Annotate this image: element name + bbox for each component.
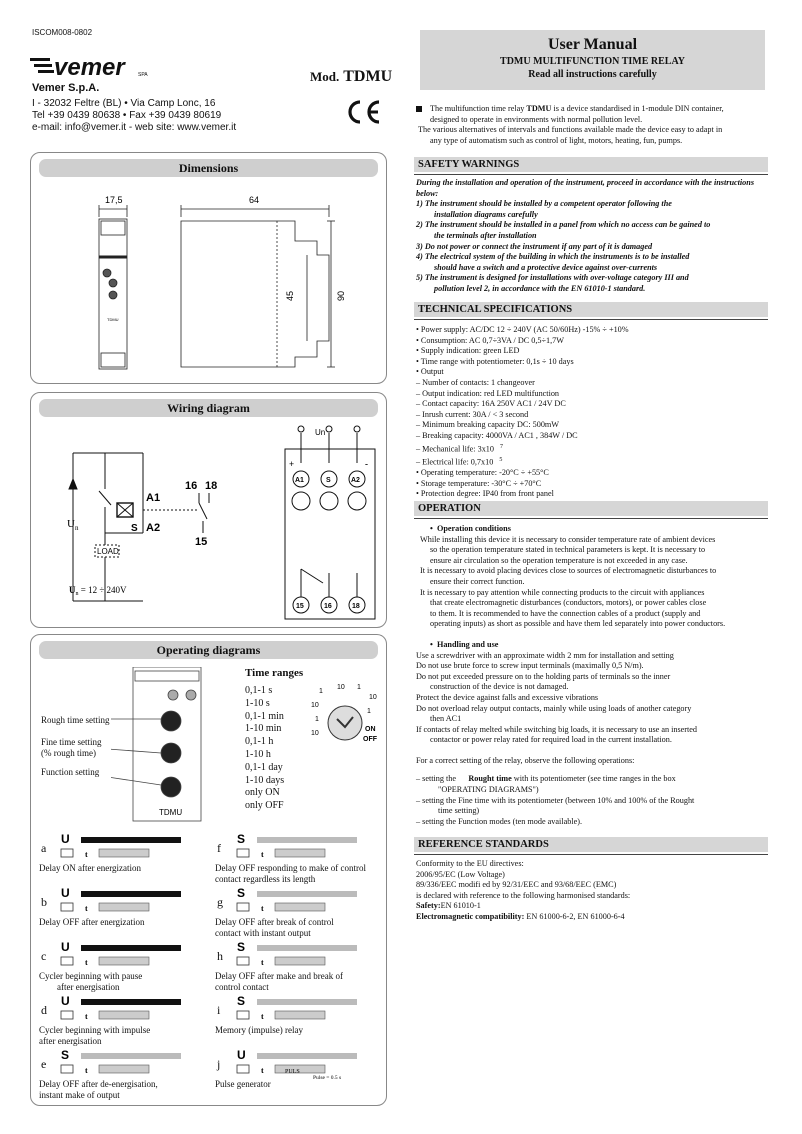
tech-item-text: – Electrical life: 0,7x10	[416, 457, 494, 467]
timing-letter: i	[217, 1003, 221, 1017]
intro-text: designed to operate in environments with normal pollution level.	[430, 114, 643, 124]
input-signal-bar	[81, 837, 181, 843]
dial-number: 10	[369, 694, 377, 701]
operation-condition-line: It is necessary to pay attention while connecting products to the circuit with appliances	[420, 587, 705, 597]
tech-heading: TECHNICAL SPECIFICATIONS	[414, 302, 768, 317]
timing-caption: Delay OFF after de-energisation, instant make of output	[39, 1079, 158, 1100]
wiring-s: S	[131, 523, 138, 534]
dim-height-inner: 45	[285, 290, 295, 301]
timing-signal: S	[237, 832, 246, 846]
handling-line: Do not overload relay output contacts, mainly while using loads of another category	[416, 703, 692, 713]
operation-condition-line: so the operation temperature stated in technical parameters is kept. It is necessary to	[430, 545, 706, 555]
setting-function: – setting the Function modes (ten mode available).	[416, 816, 582, 826]
intro-text: is a device standardised in 1-module DIN container,	[551, 104, 724, 113]
timing-diagram	[235, 1047, 365, 1079]
timing-caption: Cycler beginning with impulse after energisation	[39, 1025, 151, 1046]
handling-line: contactor or power relay rated for required load in the current installation.	[430, 735, 672, 745]
tech-item	[416, 389, 768, 400]
tech-item	[416, 346, 768, 357]
svg-text:vemer: vemer	[54, 54, 125, 80]
manual-header	[420, 30, 765, 90]
device-front-drawing	[111, 667, 221, 827]
timing-caption: Memory (impulse) relay	[215, 1025, 303, 1035]
setting-rough-cont: "OPERATING DIAGRAMS")	[438, 785, 539, 795]
timing-diagram	[235, 939, 365, 971]
output-signal-bar	[275, 1011, 325, 1019]
tech-item-text: • Storage temperature: -30°C ÷ +70°C	[416, 478, 542, 488]
model-label: Mod.	[310, 69, 340, 84]
dim-width-front: 17,5	[105, 195, 123, 205]
timing-signal: U	[61, 994, 70, 1008]
timing-t-label: t	[85, 850, 88, 859]
timing-diagram	[235, 885, 365, 917]
tech-item	[416, 357, 768, 368]
operating-diagrams-panel	[30, 634, 387, 1106]
function-setting-label: Function setting	[41, 767, 100, 777]
operation-conditions-text	[416, 535, 768, 630]
input-signal-bar	[81, 891, 181, 897]
intro-model: TDMU	[526, 104, 552, 113]
timing-diagram	[235, 993, 365, 1025]
company-address: I - 32032 Feltre (BL) • Via Camp Lonc, 16	[32, 98, 216, 109]
tech-item-text: • Power supply: AC/DC 12 ÷ 240V (AC 50/60Hz) -15% ÷ +10%	[416, 325, 629, 334]
timing-letter: c	[41, 949, 47, 963]
timing-t-label: t	[85, 1066, 88, 1075]
tech-item	[416, 431, 768, 442]
tech-item-text: – Number of contacts: 1 changeover	[416, 377, 535, 387]
tech-item	[416, 420, 768, 431]
wiring-a1: A1	[146, 492, 161, 504]
input-signal-bar	[257, 1053, 357, 1059]
input-signal-bar	[257, 945, 357, 951]
tech-exponent: 5	[499, 456, 503, 463]
output-signal-bar	[275, 903, 325, 911]
safety-item: 1) The instrument should be installed by a competent operator following the	[416, 199, 672, 209]
timing-signal: U	[237, 1048, 246, 1062]
timing-t-label: t	[261, 958, 264, 967]
reference-lines	[416, 859, 768, 901]
input-signal-bar	[81, 945, 181, 951]
safety-item: should have a switch and a protective device against over-currents	[434, 262, 658, 272]
company-phone: Tel +39 0439 80638 • Fax +39 0439 80619	[32, 110, 222, 121]
timing-t-label: t	[85, 958, 88, 967]
relay-contact-icon	[61, 849, 73, 857]
reference-emc: Electromagnetic compatibility: EN 61000-6-2, EN 61000-6-4	[416, 911, 625, 921]
output-signal-bar	[99, 903, 149, 911]
timing-signal: S	[237, 886, 246, 900]
timing-diagram	[59, 939, 189, 971]
safety-heading: SAFETY WARNINGS	[414, 157, 768, 172]
safety-item: pollution level 2, in accordance with the EN 61010-1 standard.	[434, 283, 646, 293]
dial-number: 1	[315, 716, 319, 723]
timing-t-label: t	[261, 904, 264, 913]
tech-item	[416, 336, 768, 347]
ce-mark-icon	[346, 98, 382, 126]
operation-condition-line: ensure their correct function.	[430, 576, 525, 586]
safety-item: 4) The electrical system of the building in which the instruments is to be installed	[416, 252, 690, 262]
timing-caption: Delay OFF after break of control contact with instant output	[215, 917, 334, 938]
tech-item-text: • Operating temperature: -20°C ÷ +55°C	[416, 468, 549, 478]
safety-item: 3) Do not power or connect the instrument if any part of it is damaged	[416, 241, 653, 251]
relay-contact-icon	[61, 957, 73, 965]
output-signal-bar	[275, 957, 325, 965]
reference-line: is declared with reference to the following harmonised standards:	[416, 890, 631, 900]
setting-fine-cont: time setting)	[438, 806, 480, 816]
dial-off: OFF	[363, 736, 377, 743]
fine-time-label-1: Fine time setting	[41, 737, 102, 747]
wiring-title: Wiring diagram	[39, 399, 378, 417]
timing-diagram	[59, 1047, 189, 1079]
tech-item-text: • Time range with potentiometer: 0,1s ÷ 10 days	[416, 356, 574, 366]
device-term-a1: A1	[295, 477, 304, 484]
handling-line: construction of the device is not damaged.	[430, 682, 569, 692]
time-range-item: 0,1-1 h	[245, 736, 274, 748]
dim-width-side: 64	[249, 195, 260, 205]
timing-signal: S	[237, 994, 246, 1008]
svg-text:SPA: SPA	[138, 72, 148, 78]
tech-item	[416, 489, 768, 500]
dimensions-drawing	[31, 181, 386, 381]
company-address-block	[32, 98, 236, 134]
tech-item	[416, 367, 768, 378]
tech-item	[416, 410, 768, 421]
operation-conditions-title: • Operation conditions	[430, 524, 511, 533]
dial-number: 10	[311, 730, 319, 737]
wiring-un: $U_n$	[67, 518, 79, 532]
wiring-load: LOAD	[97, 547, 119, 556]
input-signal-bar	[81, 1053, 181, 1059]
timing-t-label: t	[261, 1066, 264, 1075]
manual-title: User Manual	[547, 36, 638, 53]
relay-contact-icon	[237, 903, 249, 911]
time-ranges-title: Time ranges	[245, 667, 304, 679]
tech-item-text: • Protection degree: IP40 from front panel	[416, 489, 554, 499]
time-range-item: 1-10 min	[245, 723, 282, 735]
timing-letter: a	[41, 841, 47, 855]
dial-number: 1	[319, 688, 323, 695]
device-front-name: TDMU	[159, 808, 183, 817]
timing-letter: d	[41, 1003, 47, 1017]
timing-diagram	[59, 885, 189, 917]
operation-condition-line: operating inputs) as short as possible and have them led separately into power conductors.	[430, 619, 726, 629]
operation-condition-line: to them. It is recommended to have the connection cables of a product (supply and	[430, 608, 701, 618]
device-top-un: Un	[315, 428, 326, 437]
timing-signal: U	[61, 886, 70, 900]
relay-contact-icon	[237, 1011, 249, 1019]
handling-line: If contacts of relay melted while switching big loads, it is necessary to use an inserted	[416, 724, 698, 734]
timing-diagram	[235, 831, 365, 863]
operation-heading: OPERATION	[414, 501, 768, 516]
dial-number: 10	[337, 684, 345, 691]
pulse-note: Pulse = 0,5 s	[313, 1075, 342, 1079]
time-range-item: only ON	[245, 787, 280, 799]
tech-item-text: – Inrush current: 30A / < 3 second	[416, 409, 529, 419]
wiring-panel	[30, 392, 387, 628]
timing-signal: U	[61, 832, 70, 846]
tech-item	[416, 325, 768, 336]
puls-label: PULS	[285, 1069, 300, 1075]
device-plus: +	[289, 459, 295, 469]
timing-signal: U	[61, 940, 70, 954]
reference-block	[416, 859, 768, 923]
handling-line: then AC1	[430, 714, 462, 724]
dimensions-panel	[30, 152, 387, 384]
setting-fine: – setting the Fine time with its potentiometer (between 10% and 100% of the Rought	[416, 795, 695, 805]
reference-safety: Safety:EN 61010-1	[416, 901, 481, 911]
relay-contact-icon	[237, 849, 249, 857]
relay-contact-icon	[61, 903, 73, 911]
timing-caption: Delay OFF responding to make of control contact regardless its length	[215, 863, 366, 884]
output-signal-bar	[99, 957, 149, 965]
timing-diagram	[59, 993, 189, 1025]
safety-block	[416, 178, 768, 295]
dial-on: ON	[365, 726, 376, 733]
timing-letter: h	[217, 949, 223, 963]
operation-block	[416, 524, 768, 827]
timing-letter: b	[41, 895, 47, 909]
input-signal-bar	[81, 999, 181, 1005]
time-range-item: 0,1-1 min	[245, 710, 284, 722]
time-range-item: 1-10 h	[245, 749, 271, 760]
rough-time-label: Rough time setting	[41, 715, 110, 725]
handling-title: • Handling and use	[430, 639, 499, 649]
time-range-item: 0,1-1 day	[245, 761, 283, 773]
dial-number: 1	[367, 708, 371, 715]
input-signal-bar	[257, 891, 357, 897]
handling-line: Do not put exceeded pressure on to the holding parts of terminals so the inner	[416, 671, 671, 681]
manual-note: Read all instructions carefully	[528, 69, 657, 80]
model-value: TDMU	[343, 68, 393, 85]
relay-contact-icon	[237, 1065, 249, 1073]
tech-item	[416, 378, 768, 389]
timing-signal: S	[61, 1048, 70, 1062]
timing-diagram	[59, 831, 189, 863]
tech-item-text: – Breaking capacity: 4000VA / AC1 , 384W / DC	[416, 430, 578, 440]
wiring-a2: A2	[146, 522, 161, 534]
device-minus: -	[365, 459, 368, 469]
operation-condition-line: that create electromagnetic disturbances (conductors, motors), or power cables close	[430, 598, 707, 608]
reference-heading: REFERENCE STANDARDS	[414, 837, 768, 852]
time-range-item: 1-10 s	[245, 697, 270, 709]
time-range-item: only OFF	[245, 800, 284, 812]
timing-letter: f	[217, 841, 221, 855]
operation-condition-line: It is necessary to avoid placing devices close to sources of electromagnetic disturbances to	[420, 566, 717, 576]
input-signal-bar	[257, 999, 357, 1005]
tech-item-text: – Contact capacity: 16A 250V AC1 / 24V DC	[416, 399, 566, 409]
tech-item-text: • Supply indication: green LED	[416, 346, 520, 356]
timing-t-label: t	[85, 1012, 88, 1021]
operation-condition-line: ensure air circulation so the operation temperature is not exceeded in any case.	[430, 555, 688, 565]
output-signal-bar	[275, 1065, 325, 1073]
handling-line: Protect the device against falls and excessive vibrations	[416, 692, 599, 702]
output-signal-bar	[99, 1011, 149, 1019]
operating-diagrams-title: Operating diagrams	[39, 641, 378, 659]
device-term-18: 18	[352, 603, 360, 610]
setting-intro: For a correct setting of the relay, observe the following operations:	[416, 755, 635, 765]
reference-line: 89/336/EEC modifi ed by 92/31/EEC and 93/68/EEC (EMC)	[416, 880, 617, 890]
tech-item-text: – Minimum breaking capacity DC: 500mW	[416, 420, 560, 430]
intro-text: The multifunction time relay	[430, 104, 527, 113]
device-term-a2: A2	[351, 477, 360, 484]
tech-list	[416, 325, 768, 500]
safety-item: the terminals after installation	[434, 230, 537, 240]
operation-condition-line: While installing this device it is necessary to consider temperature rate of ambient devices	[420, 534, 716, 544]
relay-contact-icon	[237, 957, 249, 965]
dimensions-title: Dimensions	[39, 159, 378, 177]
intro-text: The various alternatives of intervals and functions available made the device easy to adapt in	[418, 125, 723, 135]
manual-subtitle: TDMU MULTIFUNCTION TIME RELAY	[500, 56, 685, 67]
safety-item: 5) The instrument is designed for installations with over-voltage category III and	[416, 273, 689, 283]
handling-line: Use a screwdriver with an approximate width 2 mm for installation and setting	[416, 650, 674, 660]
output-signal-bar	[99, 849, 149, 857]
wiring-term-16: 16	[185, 480, 198, 492]
time-range-item: 1-10 days	[245, 774, 285, 786]
timing-t-label: t	[85, 904, 88, 913]
device-term-15: 15	[296, 603, 304, 610]
tech-item	[416, 468, 768, 479]
tech-item-text: – Mechanical life: 3x10	[416, 444, 494, 454]
tech-item-text: • Consumption: AC 0,7÷3VA / DC 0,5÷1,7W	[416, 335, 564, 345]
safety-item: 2) The instrument should be installed in a panel from which no access can be gained to	[416, 220, 711, 230]
setting-rough: – setting the Rought time with its potentiometer (see time ranges in the box	[416, 774, 676, 784]
handling-text	[416, 651, 768, 746]
dim-height-total: 90	[336, 290, 346, 301]
time-range-item: 0,1-1 s	[245, 685, 273, 696]
fine-time-label-2: (% rough time)	[41, 748, 96, 758]
wiring-supply: $U_n = 12 \div 240V$	[69, 585, 127, 597]
document-code: ISCOM008-0802	[32, 28, 93, 37]
wiring-term-18: 18	[205, 480, 218, 492]
output-signal-bar	[99, 1065, 149, 1073]
timing-letter: j	[217, 1057, 221, 1071]
reference-line: 2006/95/EC (Low Voltage)	[416, 869, 505, 879]
timing-caption: Delay ON after energization	[39, 863, 142, 873]
output-signal-bar	[275, 849, 325, 857]
timing-caption: Cycler beginning with pause after energisation	[39, 971, 143, 992]
safety-lead: During the installation and operation of the instrument, proceed in accordance with the instructions below:	[416, 178, 755, 198]
dial-number: 10	[311, 702, 319, 709]
dim-front-label: TDMU	[107, 317, 119, 322]
relay-contact-icon	[61, 1065, 73, 1073]
wiring-term-15: 15	[195, 536, 208, 548]
intro-text: any type of automatism such as control of light, motors, heating, fun, pumps.	[430, 135, 683, 145]
dial-number: 1	[357, 684, 361, 691]
tech-item	[416, 479, 768, 490]
timing-t-label: t	[261, 850, 264, 859]
timing-letter: e	[41, 1057, 47, 1071]
timing-signal: S	[237, 940, 246, 954]
tech-item	[416, 455, 768, 468]
tech-item-text: – Output indication: red LED multifunction	[416, 388, 560, 398]
vemer-logo	[30, 52, 150, 80]
timing-caption: Delay OFF after energization	[39, 917, 145, 927]
safety-list	[416, 199, 768, 294]
timing-letter: g	[217, 895, 223, 909]
tech-exponent: 7	[499, 443, 503, 450]
handling-line: Do not use brute force to screw input terminals (maximally 0,5 N/m).	[416, 661, 644, 671]
company-name: Vemer S.p.A.	[32, 82, 100, 94]
company-contact: e-mail: info@vemer.it - web site: www.vemer.it	[32, 122, 237, 133]
input-signal-bar	[257, 837, 357, 843]
timing-t-label: t	[261, 1012, 264, 1021]
timing-caption: Pulse generator	[215, 1079, 271, 1089]
device-term-s: S	[326, 477, 331, 484]
tech-item	[416, 399, 768, 410]
relay-contact-icon	[61, 1011, 73, 1019]
bullet-square-icon	[416, 106, 422, 112]
intro-paragraph	[416, 104, 768, 146]
tech-item-text: • Output	[416, 367, 444, 377]
timing-caption: Delay OFF after make and break of control contact	[215, 971, 343, 992]
rough-time-dial	[309, 679, 385, 765]
model-line	[310, 68, 392, 86]
safety-item: installation diagrams carefully	[434, 209, 538, 219]
device-term-16: 16	[324, 603, 332, 610]
wiring-drawing	[31, 393, 386, 627]
tech-item	[416, 442, 768, 455]
reference-line: Conformity to the EU directives:	[416, 859, 524, 868]
